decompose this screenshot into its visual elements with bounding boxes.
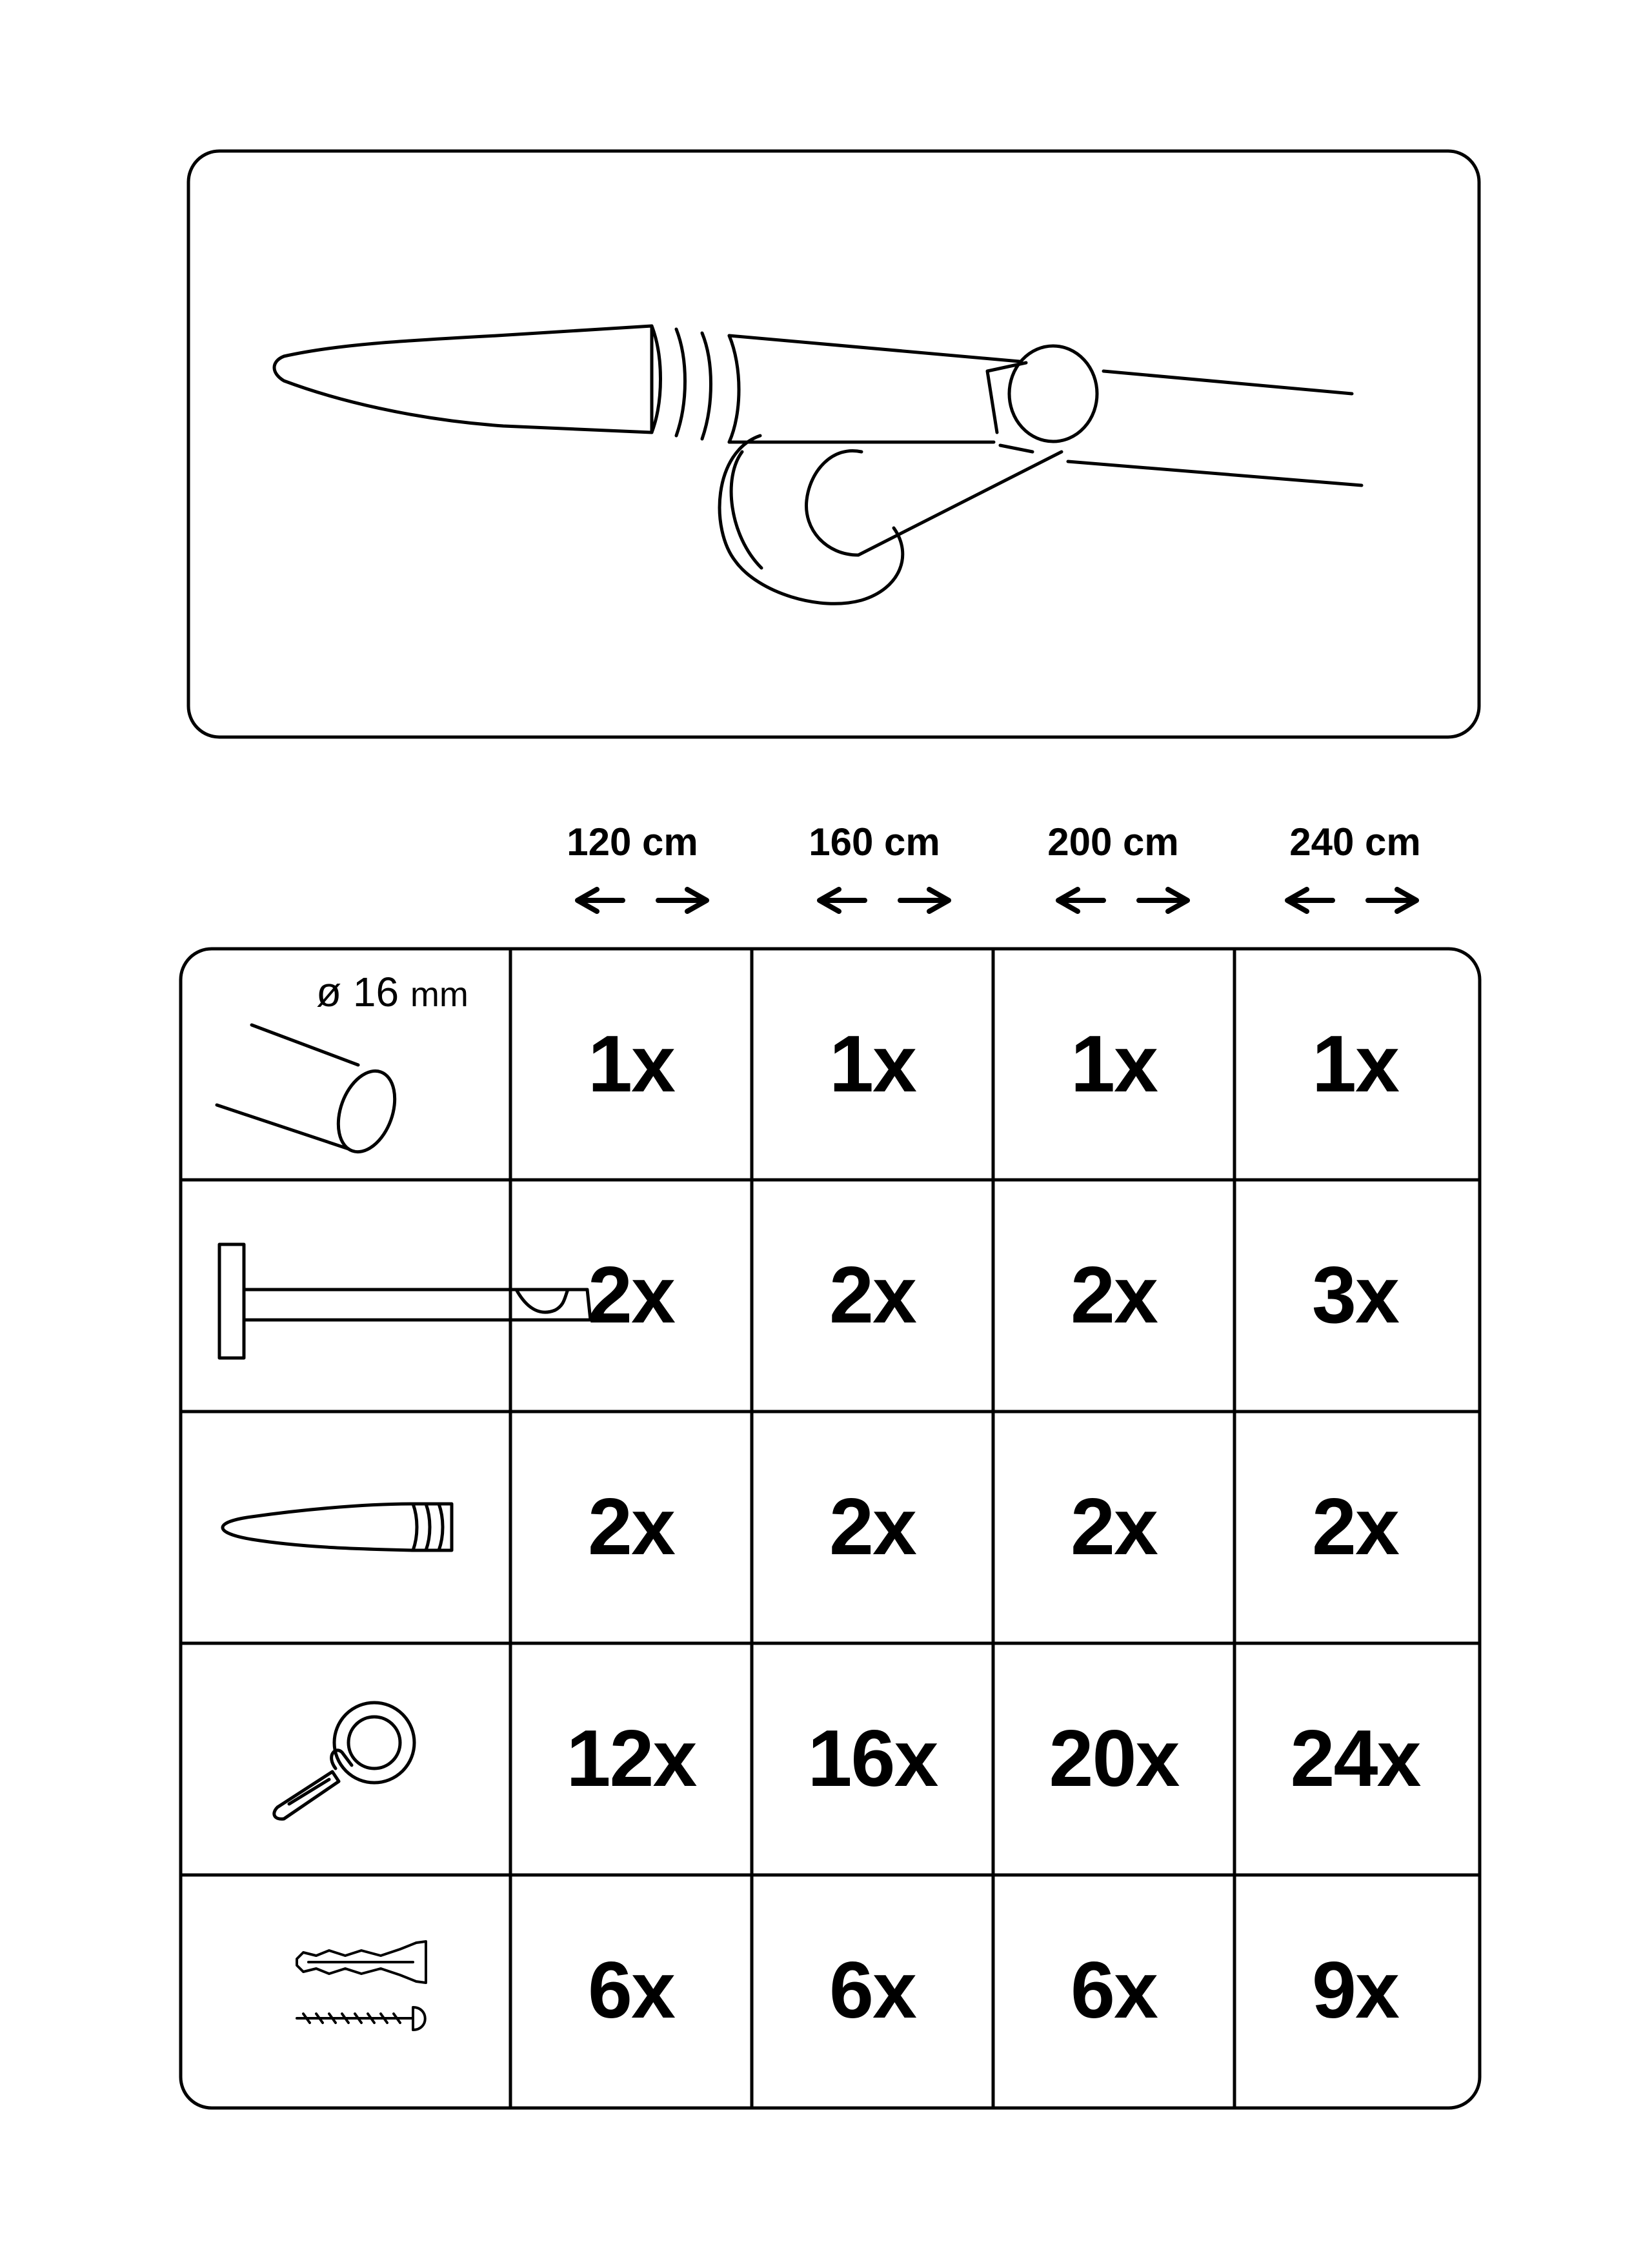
ring-hook-icon [274,1703,414,1819]
qty-rod-240: 1x [1312,1020,1398,1109]
qty-screw-160: 6x [829,1946,916,2035]
qty-bracket-200: 2x [1071,1251,1157,1340]
qty-screw-240: 9x [1312,1946,1398,2035]
qty-rod-160: 1x [829,1020,916,1109]
qty-finial-160: 2x [829,1483,916,1572]
bracket-collar [1009,346,1097,441]
finial [274,326,652,432]
qty-screw-200: 6x [1071,1946,1157,2035]
finial-icon [223,1504,452,1550]
qty-ring-120: 12x [566,1714,696,1803]
illustration-frame [188,151,1479,737]
rod-top-edge [729,336,1352,394]
qty-ring-200: 20x [1049,1714,1179,1803]
length-header-120: 120 cm [567,820,698,864]
qty-bracket-160: 2x [829,1251,916,1340]
qty-rod-200: 1x [1071,1020,1157,1109]
qty-finial-240: 2x [1312,1483,1398,1572]
rod-icon [217,1025,405,1160]
dimension-arrows [578,889,1416,911]
qty-bracket-120: 2x [588,1251,674,1340]
qty-rod-120: 1x [588,1020,674,1109]
bracket-arm [807,451,1062,555]
qty-bracket-240: 3x [1312,1251,1398,1340]
qty-finial-200: 2x [1071,1483,1157,1572]
wall-rosette [720,436,903,603]
rod-diameter-unit: mm [410,975,468,1014]
qty-ring-160: 16x [807,1714,938,1803]
assembled-rod-illustration [274,326,1362,603]
length-header-160: 160 cm [809,820,940,864]
length-header-240: 240 cm [1289,820,1421,864]
screw-plug-icon [297,1941,426,2030]
qty-finial-120: 2x [588,1483,674,1572]
qty-ring-240: 24x [1290,1714,1420,1803]
length-header-200: 200 cm [1047,820,1179,864]
rod-diameter-value: ø 16 [316,969,399,1015]
rod-diameter-label [316,968,468,1016]
qty-screw-120: 6x [588,1946,674,2035]
